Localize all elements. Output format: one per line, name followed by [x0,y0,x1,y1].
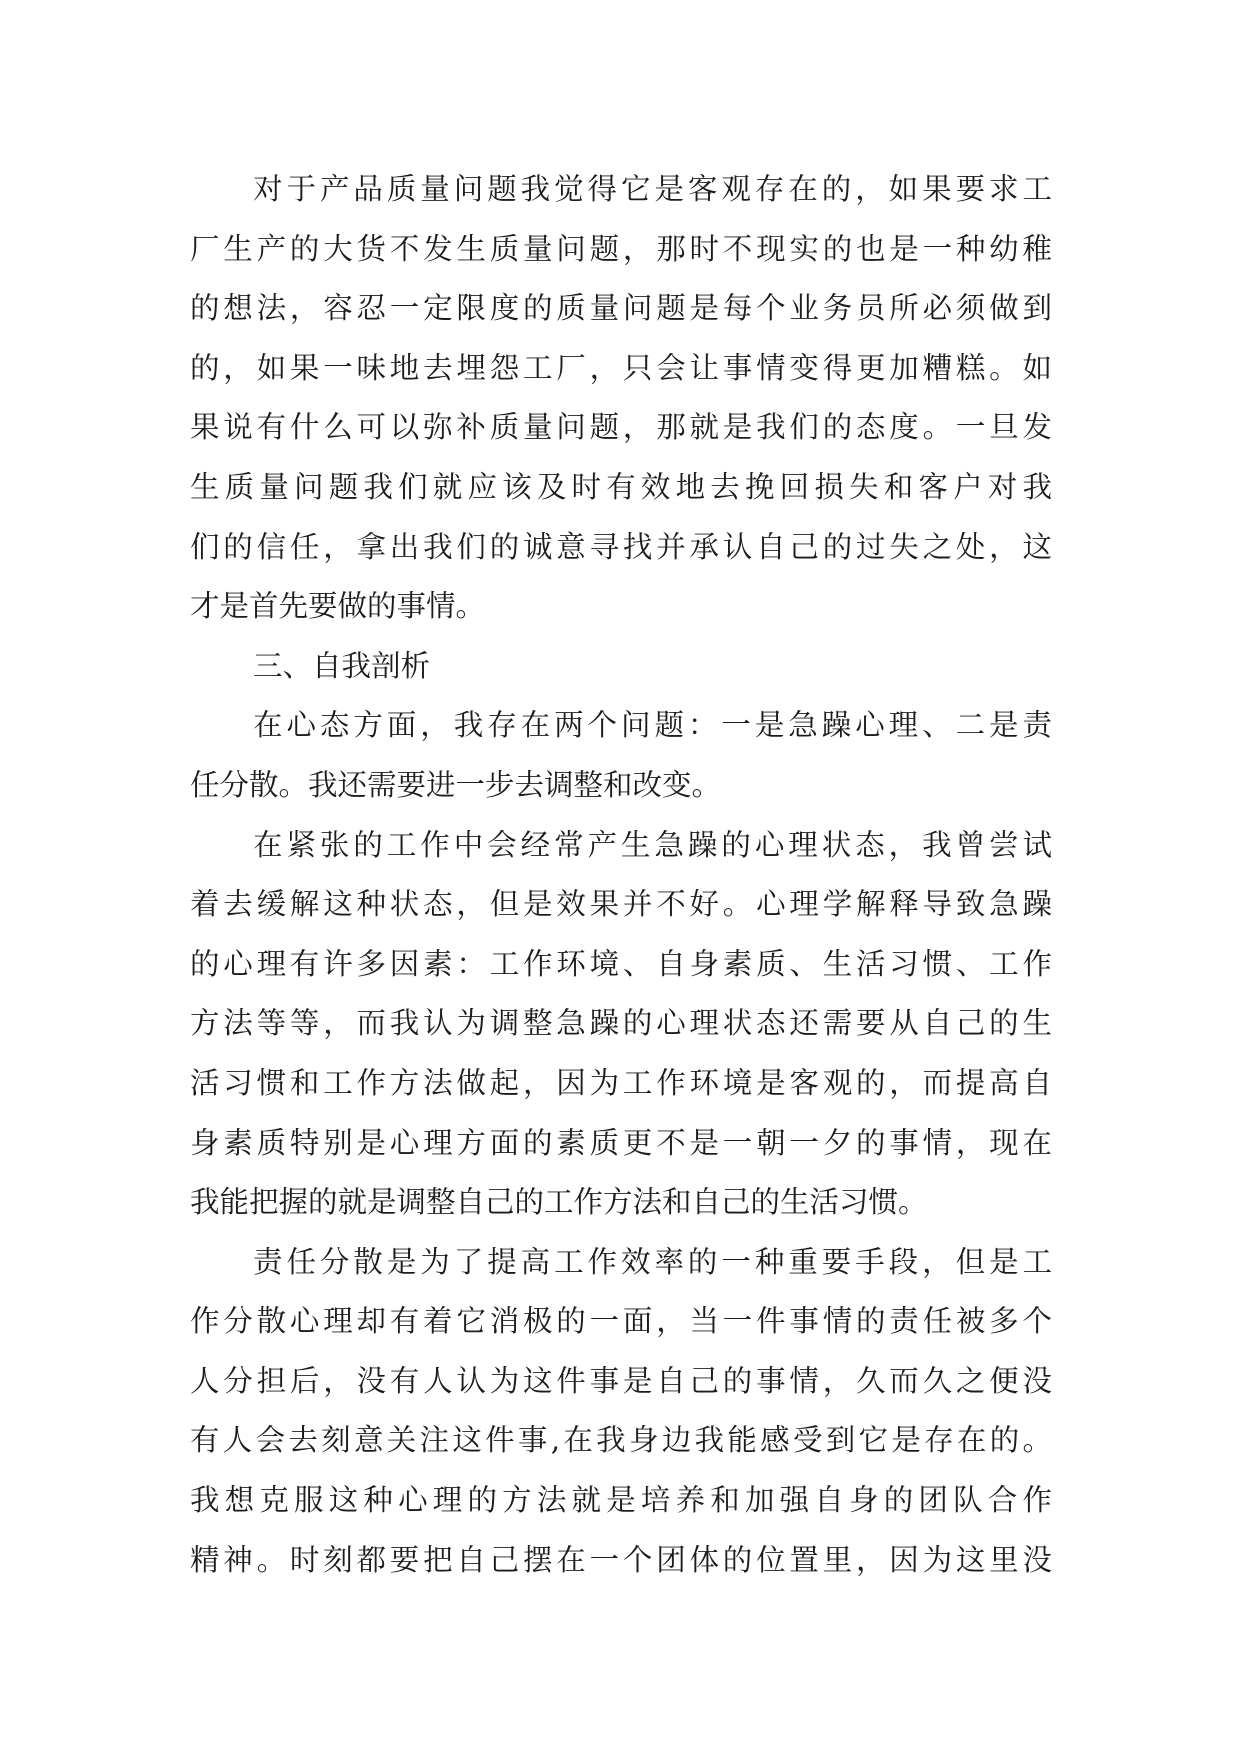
paragraph-line: 方法等等，而我认为调整急躁的心理状态还需要从自己的生 [190,1006,1052,1041]
paragraph-line: 精神。时刻都要把自己摆在一个团体的位置里，因为这里没 [190,1542,1052,1577]
document-page [190,160,1052,1590]
section-heading: 三、自我剖析 [253,648,431,683]
paragraph-line: 的心理有许多因素：工作环境、自身素质、生活习惯、工作 [190,946,1052,981]
paragraph-line: 才是首先要做的事情。 [190,589,486,624]
paragraph-line: 我能把握的就是调整自己的工作方法和自己的生活习惯。 [190,1185,928,1220]
paragraph-line: 活习惯和工作方法做起，因为工作环境是客观的，而提高自 [190,1065,1052,1100]
paragraph-line: 生质量问题我们就应该及时有效地去挽回损失和客户对我 [190,469,1052,504]
paragraph-line: 身素质特别是心理方面的素质更不是一朝一夕的事情，现在 [190,1125,1052,1160]
paragraph-line: 对于产品质量问题我觉得它是客观存在的，如果要求工 [253,172,1052,206]
paragraph-line: 有人会去刻意关注这件事,在我身边我能感受到它是存在的。 [190,1423,1052,1458]
paragraph-line: 在紧张的工作中会经常产生急躁的心理状态，我曾尝试 [253,827,1052,862]
paragraph-line: 的想法，容忍一定限度的质量问题是每个业务员所必须做到 [190,291,1052,326]
paragraph-line: 在心态方面，我存在两个问题：一是急躁心理、二是责 [253,708,1052,743]
paragraph-line: 作分散心理却有着它消极的一面，当一件事情的责任被多个 [190,1304,1052,1339]
paragraph-line: 任分散。我还需要进一步去调整和改变。 [190,767,722,802]
paragraph-line: 的，如果一味地去埋怨工厂，只会让事情变得更加糟糕。如 [190,350,1052,385]
paragraph-line: 厂生产的大货不发生质量问题，那时不现实的也是一种幼稚 [190,231,1052,266]
paragraph-line: 果说有什么可以弥补质量问题，那就是我们的态度。一旦发 [190,410,1052,445]
paragraph-line: 责任分散是为了提高工作效率的一种重要手段，但是工 [253,1244,1052,1279]
paragraph-line: 我想克服这种心理的方法就是培养和加强自身的团队合作 [190,1483,1052,1518]
paragraph-line: 着去缓解这种状态，但是效果并不好。心理学解释导致急躁 [190,887,1052,922]
paragraph-line: 们的信任，拿出我们的诚意寻找并承认自己的过失之处，这 [190,529,1052,564]
paragraph-line: 人分担后，没有人认为这件事是自己的事情，久而久之便没 [190,1363,1052,1398]
